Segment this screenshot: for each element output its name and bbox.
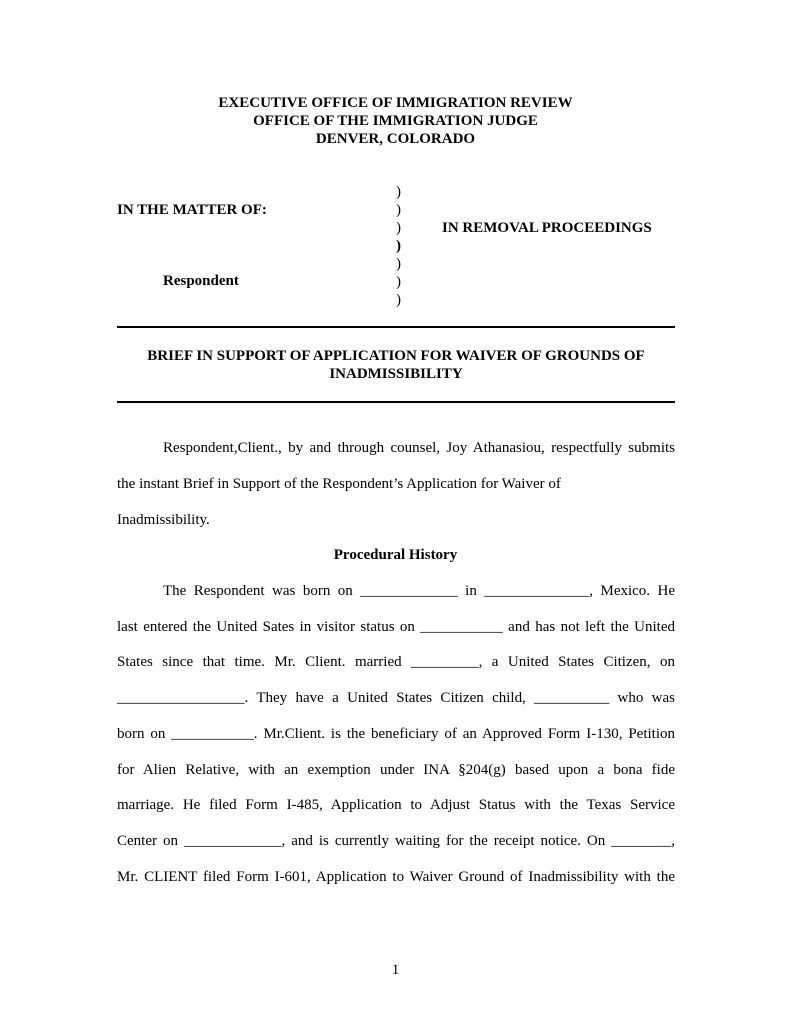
proceedings-label: IN REMOVAL PROCEEDINGS — [442, 220, 652, 236]
paragraph-line: born on ___________. Mr.Client. is the beneficiary of an Approved Form I-130, Petition — [117, 726, 675, 742]
intro-line: Respondent,Client., by and through counsel, Joy Athanasiou, respectfully submits — [163, 440, 675, 456]
caption-paren: ) — [396, 202, 401, 218]
caption-paren: ) — [396, 184, 401, 200]
caption-paren: ) — [396, 220, 401, 236]
caption-paren: ) — [396, 238, 401, 254]
paragraph-line: Mr. CLIENT filed Form I-601, Application to Waiver Ground of Inadmissibility with the — [117, 869, 675, 885]
matter-label: IN THE MATTER OF: — [117, 202, 267, 218]
paragraph-line: States since that time. Mr. Client. married _________, a United States Citizen, on — [117, 654, 675, 670]
header-office: OFFICE OF THE IMMIGRATION JUDGE — [253, 113, 538, 129]
respondent-label: Respondent — [163, 273, 239, 289]
caption-paren: ) — [396, 256, 401, 272]
page-number: 1 — [391, 962, 400, 978]
caption-paren: ) — [396, 274, 401, 290]
document-title-line2: INADMISSIBILITY — [329, 366, 463, 382]
divider-rule — [117, 401, 675, 403]
header-location: DENVER, COLORADO — [315, 131, 476, 147]
paragraph-line: _________________. They have a United States Citizen child, __________ who was — [117, 690, 675, 706]
paragraph-line: for Alien Relative, with an exemption under INA §204(g) based upon a bona fide — [117, 762, 675, 778]
section-heading: Procedural History — [333, 547, 458, 563]
paragraph-line: Center on _____________, and is currently waiting for the receipt notice. On ________, — [117, 833, 675, 849]
divider-rule — [117, 326, 675, 328]
paragraph-line: marriage. He filed Form I-485, Application to Adjust Status with the Texas Service — [117, 797, 675, 813]
caption-paren: ) — [396, 292, 401, 308]
paragraph-line: last entered the United Sates in visitor status on ___________ and has not left the United — [117, 619, 675, 635]
intro-line: the instant Brief in Support of the Respondent’s Application for Waiver of — [117, 476, 561, 492]
paragraph-line: The Respondent was born on _____________ in ______________, Mexico. He — [163, 583, 675, 599]
intro-line: Inadmissibility. — [117, 512, 210, 528]
header-agency: EXECUTIVE OFFICE OF IMMIGRATION REVIEW — [218, 95, 573, 111]
document-title-line1: BRIEF IN SUPPORT OF APPLICATION FOR WAIVER OF GROUNDS OF — [147, 348, 645, 364]
